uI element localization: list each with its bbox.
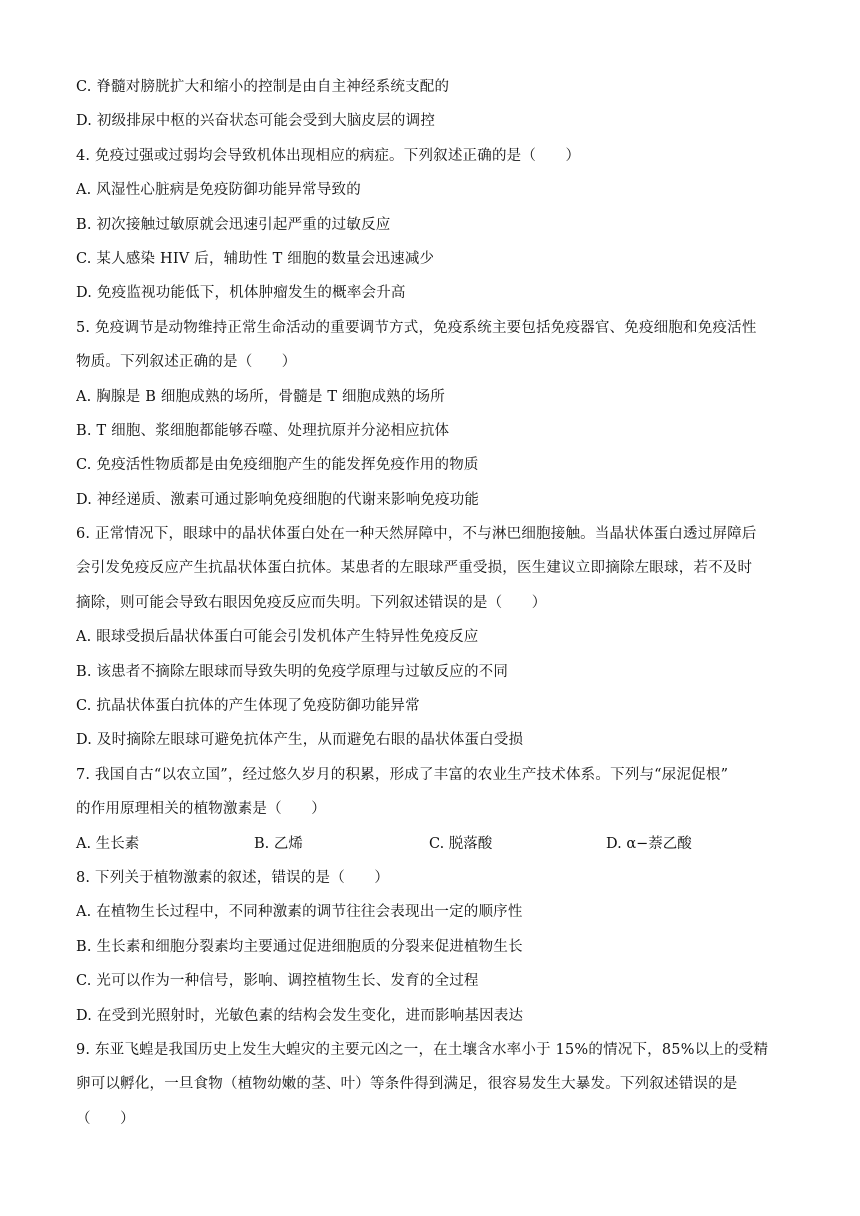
option-a-q6: A. 眼球受损后晶状体蛋白可能会引发机体产生特异性免疫反应 bbox=[76, 629, 479, 646]
exam-page bbox=[76, 70, 788, 1136]
option-c-q4: C. 某人感染 HIV 后，辅助性 T 细胞的数量会迅速减少 bbox=[76, 250, 435, 267]
option-a-q8: A. 在植物生长过程中，不同种激素的调节往往会表现出一定的顺序性 bbox=[76, 904, 523, 921]
option-c-q8: C. 光可以作为一种信号，影响、调控植物生长、发育的全过程 bbox=[76, 973, 479, 990]
option-c-q5: C. 免疫活性物质都是由免疫细胞产生的能发挥免疫作用的物质 bbox=[76, 457, 479, 474]
question-9-stem-line1: 9. 东亚飞蝗是我国历史上发生大蝗灾的主要元凶之一，在土壤含水率小于 15%的情况下，85%以上的受精 bbox=[76, 1041, 769, 1058]
question-9-stem-line3: （ ） bbox=[76, 1110, 135, 1127]
option-d-q8: D. 在受到光照射时，光敏色素的结构会发生变化，进而影响基因表达 bbox=[76, 1007, 524, 1024]
question-6-stem-line1: 6. 正常情况下，眼球中的晶状体蛋白处在一种天然屏障中，不与淋巴细胞接触。当晶状体蛋白透过屏障后 bbox=[76, 526, 757, 543]
option-b-q7: B. 乙烯 bbox=[254, 835, 303, 852]
question-4-stem: 4. 免疫过强或过弱均会导致机体出现相应的病症。下列叙述正确的是（ ） bbox=[76, 147, 581, 164]
option-d-q5: D. 神经递质、激素可通过影响免疫细胞的代谢来影响免疫功能 bbox=[76, 491, 480, 508]
option-c-q6: C. 抗晶状体蛋白抗体的产生体现了免疫防御功能异常 bbox=[76, 698, 420, 715]
option-c-q3: C. 脊髓对膀胱扩大和缩小的控制是由自主神经系统支配的 bbox=[76, 79, 450, 95]
question-6-stem-line3: 摘除，则可能会导致右眼因免疫反应而失明。下列叙述错误的是（ ） bbox=[76, 594, 547, 611]
option-d-q7: D. α−萘乙酸 bbox=[606, 835, 692, 852]
question-5-stem-line2: 物质。下列叙述正确的是（ ） bbox=[76, 354, 297, 371]
option-b-q5: B. T 细胞、浆细胞都能够吞噬、处理抗原并分泌相应抗体 bbox=[76, 422, 450, 439]
question-9-stem-line2: 卵可以孵化，一旦食物（植物幼嫩的茎、叶）等条件得到满足，很容易发生大暴发。下列叙述错误的是 bbox=[76, 1076, 738, 1093]
question-7-stem-line1: 7. 我国自古“以农立国”，经过悠久岁月的积累，形成了丰富的农业生产技术体系。下列与“尿泥促根” bbox=[76, 766, 729, 783]
question-7-stem-line2: 的作用原理相关的植物激素是（ ） bbox=[76, 801, 326, 818]
option-a-q7: A. 生长素 bbox=[76, 835, 140, 852]
option-b-q4: B. 初次接触过敏原就会迅速引起严重的过敏反应 bbox=[76, 216, 391, 233]
question-8-stem: 8. 下列关于植物激素的叙述，错误的是（ ） bbox=[76, 869, 390, 886]
option-d-q6: D. 及时摘除左眼球可避免抗体产生，从而避免右眼的晶状体蛋白受损 bbox=[76, 732, 524, 749]
option-a-q4: A. 风湿性心脏病是免疫防御功能异常导致的 bbox=[76, 182, 361, 199]
option-c-q7: C. 脱落酸 bbox=[429, 835, 493, 852]
option-b-q6: B. 该患者不摘除左眼球而导致失明的免疫学原理与过敏反应的不同 bbox=[76, 663, 509, 680]
question-7-options bbox=[76, 827, 788, 861]
option-d-q4: D. 免疫监视功能低下，机体肿瘤发生的概率会升高 bbox=[76, 285, 406, 302]
question-6-stem-line2: 会引发免疫反应产生抗晶状体蛋白抗体。某患者的左眼球严重受损，医生建议立即摘除左眼球，若不及时 bbox=[76, 560, 753, 577]
option-a-q5: A. 胸腺是 B 细胞成熟的场所，骨髓是 T 细胞成熟的场所 bbox=[76, 388, 445, 405]
option-b-q8: B. 生长素和细胞分裂素均主要通过促进细胞质的分裂来促进植物生长 bbox=[76, 938, 523, 955]
option-d-q3: D. 初级排尿中枢的兴奋状态可能会受到大脑皮层的调控 bbox=[76, 113, 436, 130]
question-5-stem-line1: 5. 免疫调节是动物维持正常生命活动的重要调节方式，免疫系统主要包括免疫器官、免疫细胞和免疫活性 bbox=[76, 319, 757, 336]
